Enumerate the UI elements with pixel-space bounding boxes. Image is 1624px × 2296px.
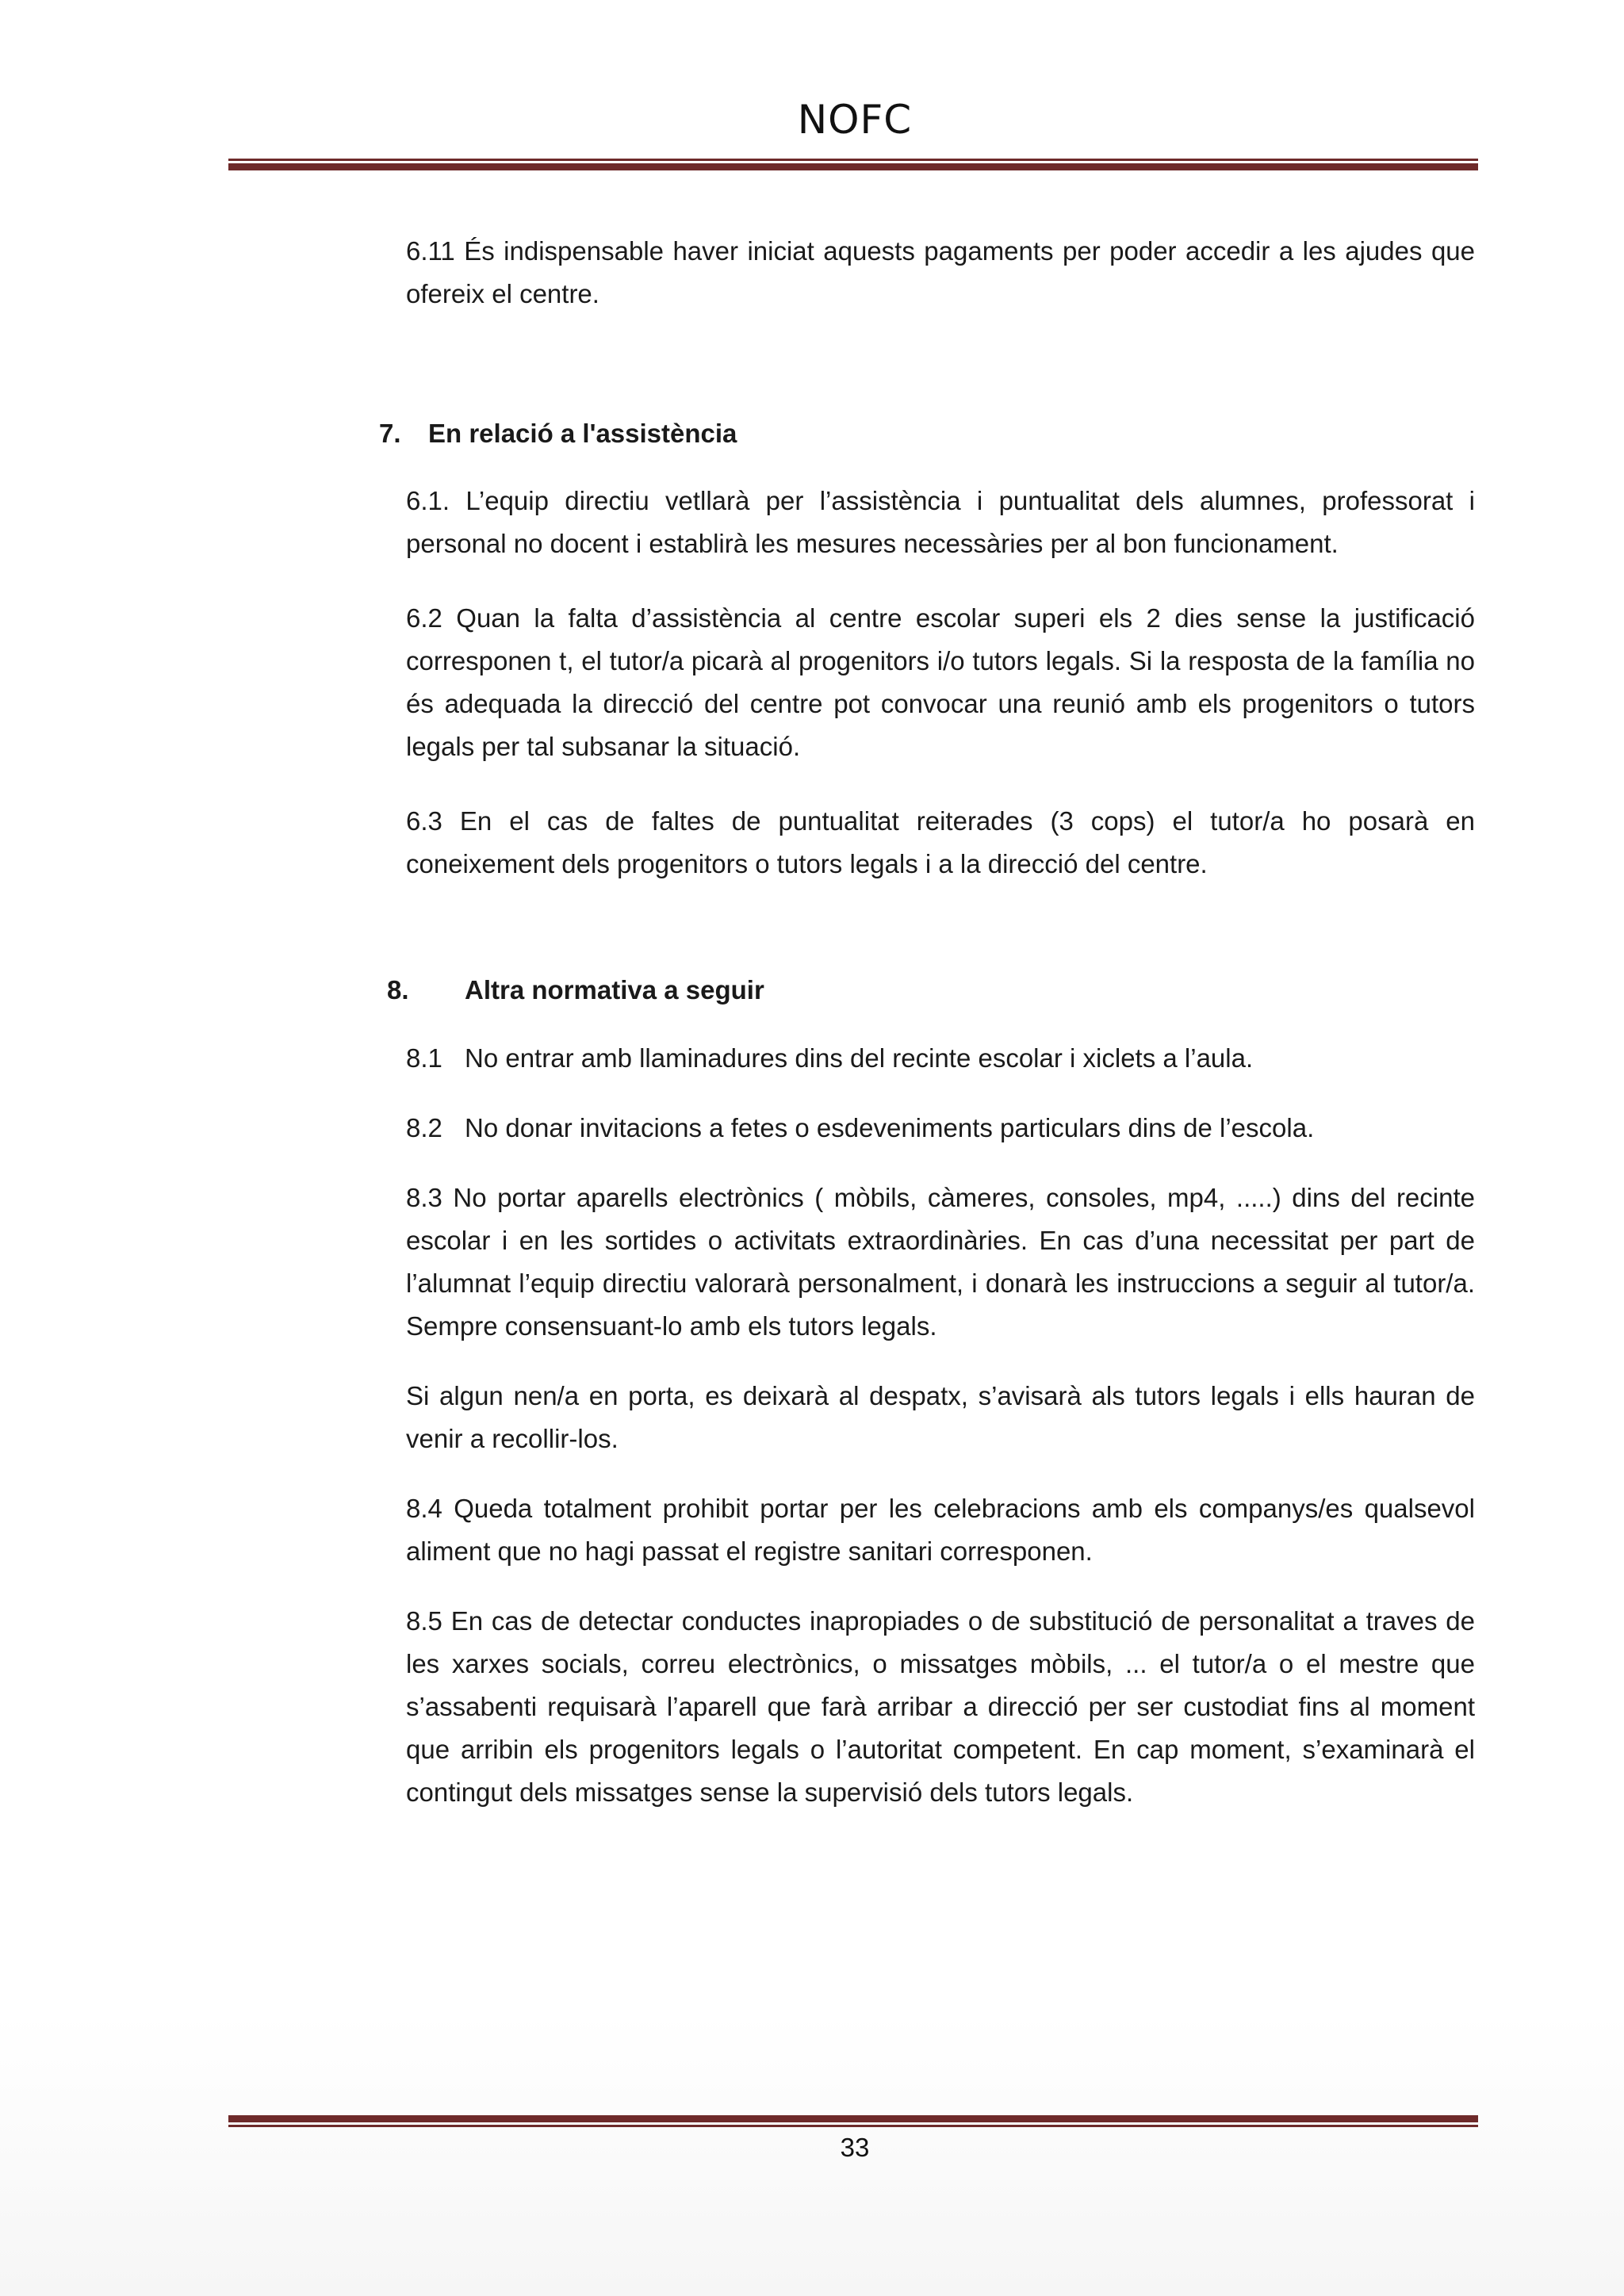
section-7-number: 7. [379,419,401,448]
section-7-paragraph: 6.3 En el cas de faltes de puntualitat reiterades (3 cops) el tutor/a ho posarà en coneixement dels progenitors o tutors legals i a la direcció del centre. [406,806,1475,878]
item-text: No entrar amb llaminadures dins del recinte escolar i xiclets a l’aula. [465,1043,1254,1073]
intro-paragraph: 6.11 És indispensable haver iniciat aquests pagaments per poder accedir a les ajudes que ofereix el centre. [406,236,1475,308]
item-text: No donar invitacions a fetes o esdeveniments particulars dins de l’escola. [465,1113,1315,1142]
section-8-body [406,1037,1475,1839]
page-number: 33 [840,2133,870,2162]
list-item [406,1037,1475,1080]
section-8-heading [387,969,764,1012]
section-7-heading [379,412,737,455]
footer-rule [228,2115,1478,2127]
item-number: 8.2 [406,1113,442,1142]
section-7-title: En relació a l'assistència [428,419,737,448]
section-8-paragraph: 8.4 Queda totalment prohibit portar per les celebracions amb els companys/es qualsevol aliment que no hagi passat el registre sanitari corresponen. [406,1494,1475,1566]
header-title: NOFC [797,97,913,143]
section-8-paragraph: 8.3 No portar aparells electrònics ( mòbils, càmeres, consoles, mp4, .....) dins del recinte escolar i en les sortides o activitats extraordinàries. En cas d’una necessitat per part de l’alumnat l’equip directiu valorarà personalment, i donarà les instruccions a seguir al tutor/a. Sempre consensuant-lo amb els tutors legals. [406,1183,1475,1341]
list-item [406,1107,1475,1150]
section-7-body [406,480,1475,911]
header-rule [228,159,1478,170]
section-8-number: 8. [387,975,409,1004]
section-7-paragraph: 6.1. L’equip directiu vetllarà per l’assistència i puntualitat dels alumnes, professorat i personal no docent i establirà les mesures necessàries per al bon funcionament. [406,486,1475,558]
section-8-title: Altra normativa a seguir [465,975,764,1004]
section-8-paragraph: 8.5 En cas de detectar conductes inapropiades o de substitució de personalitat a traves de les xarxes socials, correu electrònics, o missatges mòbils, ... el tutor/a o el mestre que s’assabenti requisarà l’aparell que farà arribar a direcció per ser custodiat fins al moment que arribin els progenitors legals o l’autoritat competent. En cap moment, s’examinarà el contingut dels missatges sense la supervisió dels tutors legals. [406,1606,1475,1807]
section-7-paragraph: 6.2 Quan la falta d’assistència al centre escolar superi els 2 dies sense la justificació corresponen t, el tutor/a picarà al progenitors i/o tutors legals. Si la resposta de la família no és adequada la direcció del centre pot convocar una reunió amb els progenitors o tutors legals per tal subsanar la situació. [406,603,1475,761]
item-number: 8.1 [406,1043,442,1073]
intro-block [406,230,1475,341]
section-8-paragraph: Si algun nen/a en porta, es deixarà al despatx, s’avisarà als tutors legals i ells hauran de venir a recollir-los. [406,1381,1475,1453]
